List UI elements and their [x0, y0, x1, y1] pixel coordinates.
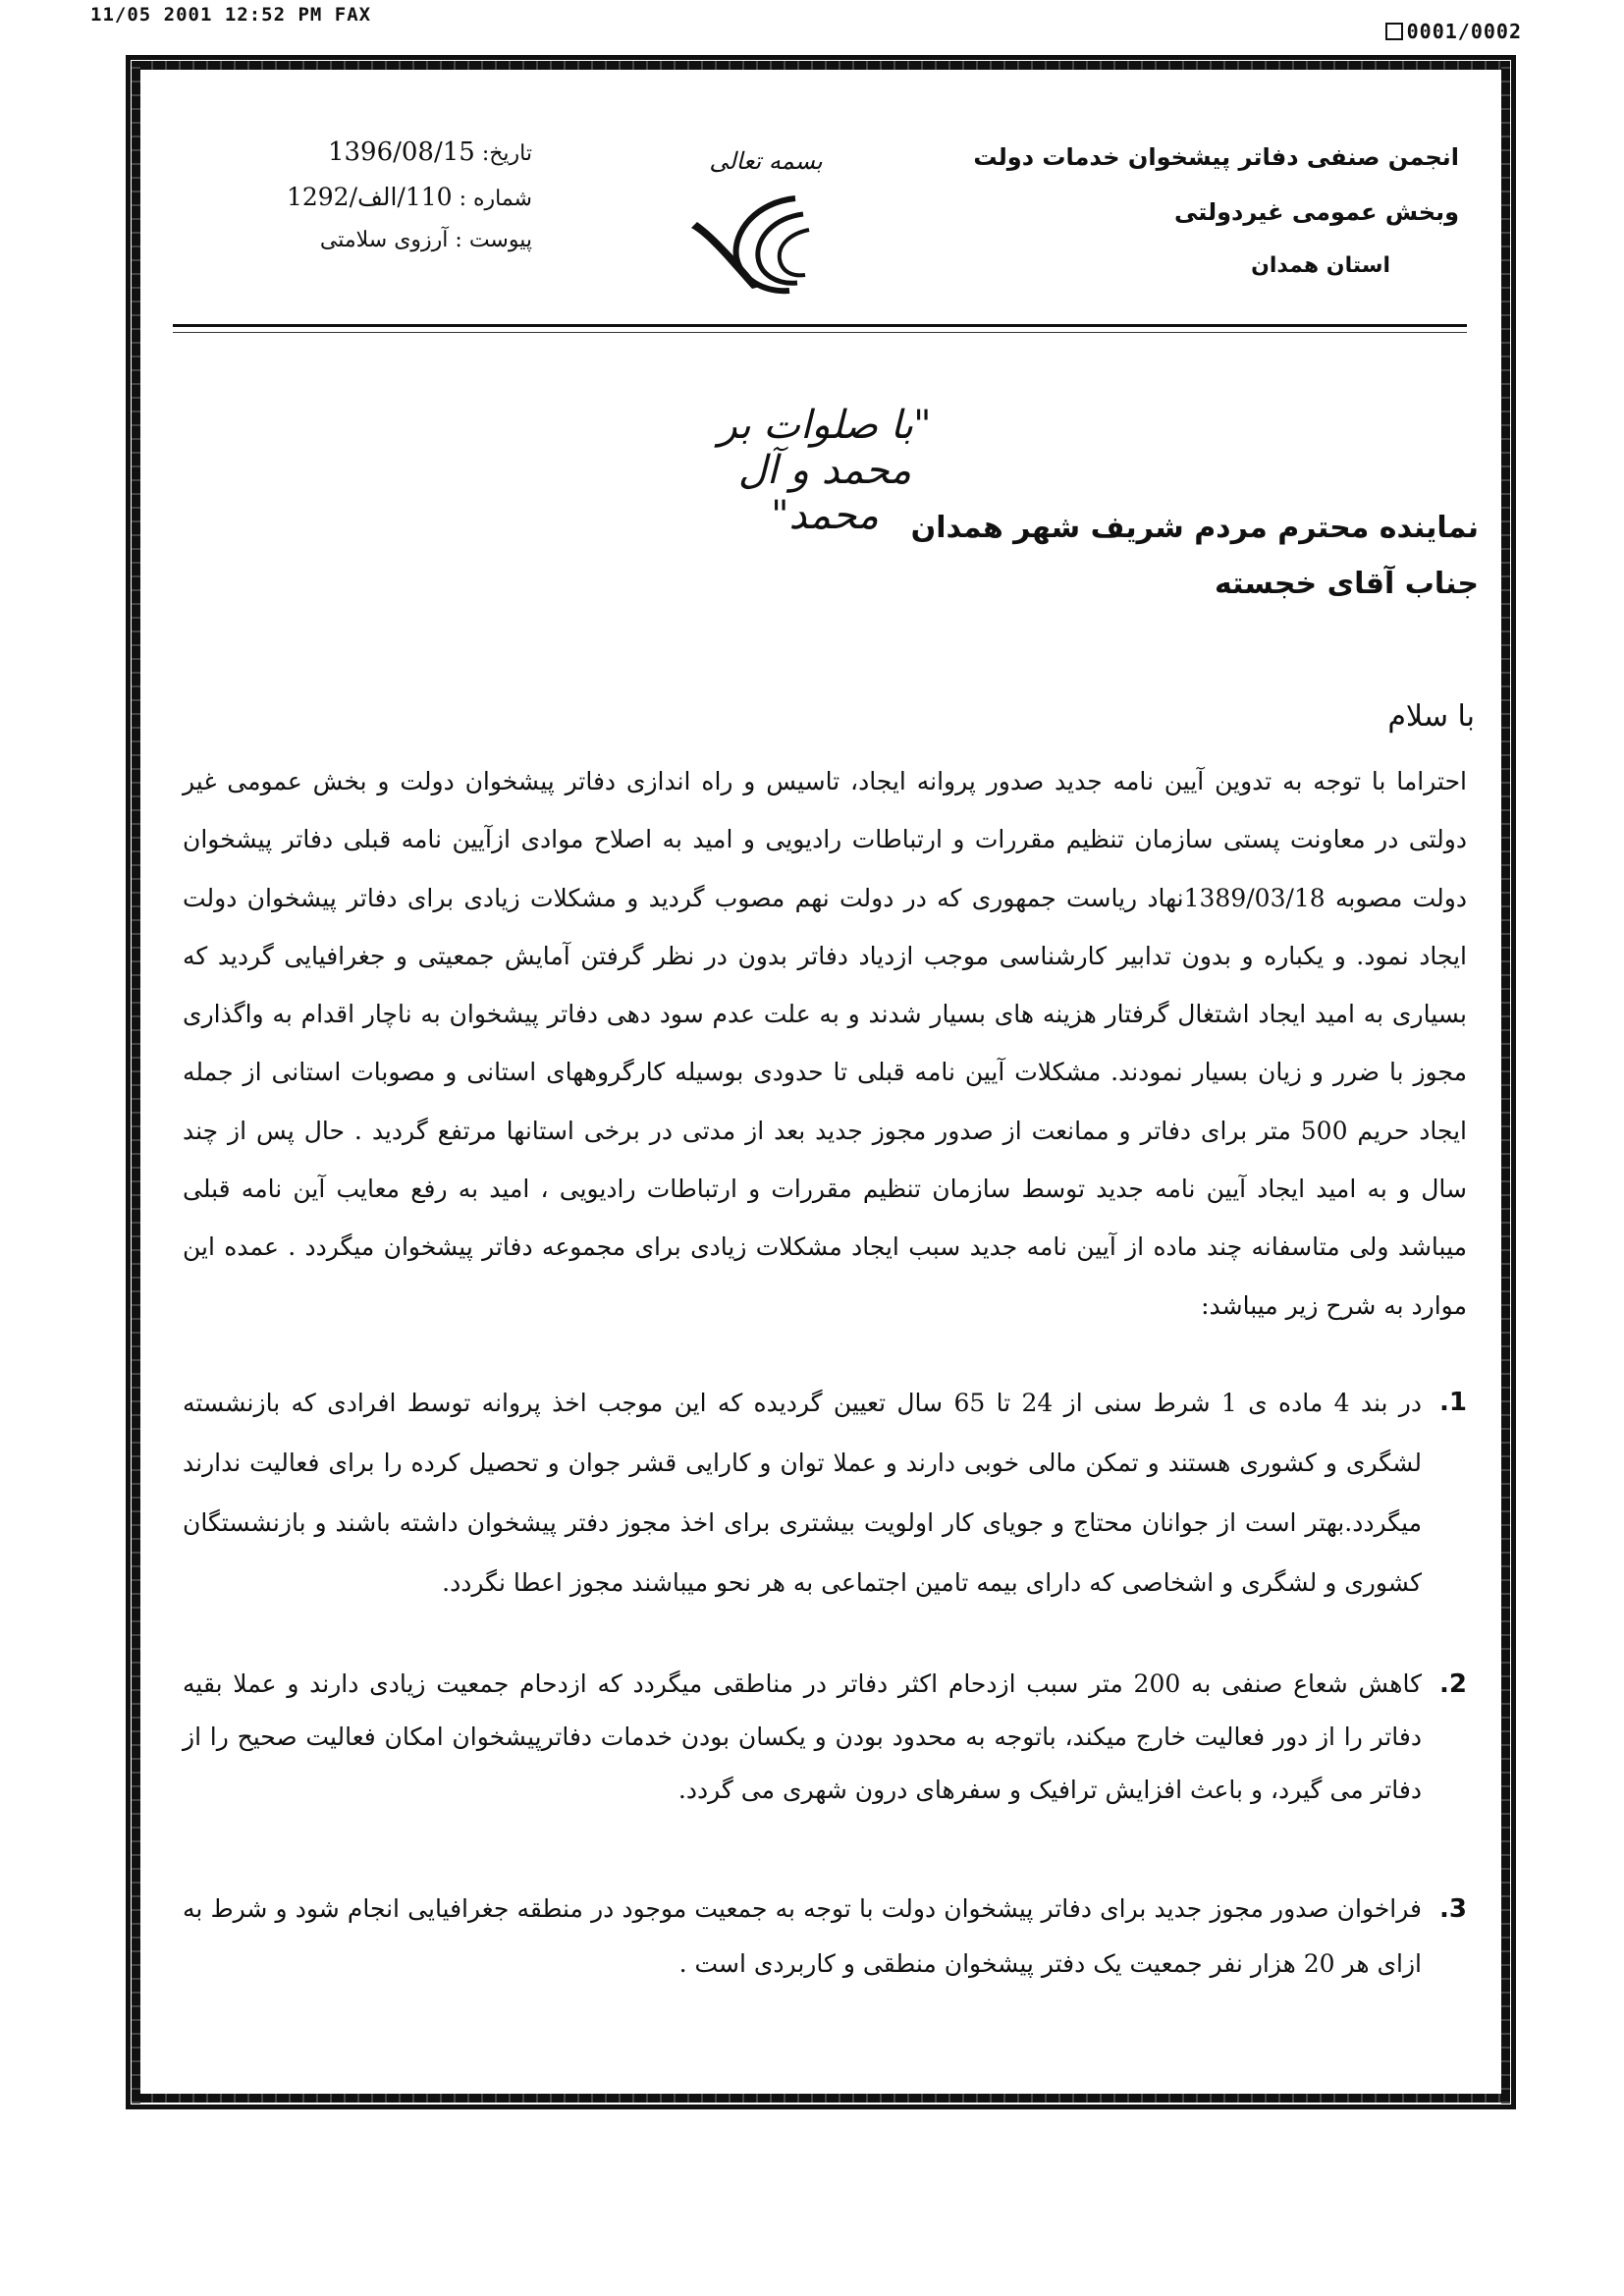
list-item [183, 1658, 1467, 1817]
item-number: 3. [1439, 1894, 1467, 1924]
recipient-name: جناب آقای خجسته [1214, 567, 1479, 601]
item-text: در بند 4 ماده ی 1 شرط سنی از 24 تا 65 سال تعیین گردیده که این موجب اخذ پروانه توسط افرادی که بازنشسته لشگری و کشوری هستند و تمکن مالی خوبی دارند و عملا توان و کارایی قشر جوان و تحصیل کرده را برای فعالیت ندارند میگردد.بهتر است از جوانان محتاج و جویای کار اولویت بیشتری برای اخذ مجوز دفتر پیشخوان داشته باشند و بازنشستگان کشوری و لشگری و اشخاصی که دارای بیمه تامین اجتماعی به هر نحو میباشند مجوز اعطا نگردد. [183, 1389, 1423, 1597]
org-line-2: وبخش عمومی غیردولتی [1174, 198, 1459, 226]
date-value: 1396/08/15 [327, 137, 475, 167]
list-item [183, 1882, 1467, 1992]
org-line-1: انجمن صنفی دفاتر پیشخوان خدمات دولت [973, 143, 1459, 171]
border-band-right [1501, 61, 1510, 2104]
org-line-3: استان همدان [1251, 253, 1390, 278]
item-text: کاهش شعاع صنفی به 200 متر سبب ازدحام اکثر دفاتر در مناطقی میگردد که ازدحام جمعیت زیادی دارند و عملا بقیه دفاتر را از دور فعالیت خارج میکند، باتوجه به محدود بودن و یکسان بودن خدمات دفاترپیشخوان امکان فعالیت صحیح را از دفاتر می گیرد، و باعث افزایش ترافیک و سفرهای درون شهری می گردد. [183, 1669, 1422, 1804]
number-label: شماره : [459, 187, 532, 211]
fax-timestamp: 11/05 2001 12:52 PM FAX [90, 4, 372, 26]
item-number: 2. [1439, 1669, 1467, 1699]
border-band-bottom [132, 2094, 1510, 2103]
list-item [183, 1373, 1467, 1613]
border-band-top [132, 61, 1510, 70]
fax-page-number: 0001/0002 [1406, 20, 1522, 43]
date-row [277, 137, 532, 183]
number-row [277, 183, 532, 228]
letter-meta [277, 137, 532, 273]
organization-name [948, 143, 1459, 305]
date-label: تاریخ: [481, 141, 532, 166]
border-band-left [132, 61, 140, 2104]
recipient-block [595, 511, 1479, 623]
attachment-row [277, 228, 532, 273]
bismillah-heading: بسمه تعالی [709, 147, 823, 175]
salavat-calligraphy: "با صلوات بر محمد و آل محمد" [718, 403, 932, 538]
item-number: 1. [1439, 1388, 1467, 1417]
greeting: با سلام [1387, 699, 1475, 734]
fax-page-icon [1385, 23, 1403, 40]
association-logo [687, 192, 815, 301]
header-divider-thin [173, 332, 1467, 333]
header-divider [173, 324, 1467, 327]
fax-page-counter [1385, 20, 1522, 43]
recipient-title: نماینده محترم مردم شریف شهر همدان [910, 511, 1479, 545]
number-value: 110/الف/1292 [286, 183, 453, 211]
item-text: فراخوان صدور مجوز جدید برای دفاتر پیشخوان دولت با توجه به جمعیت موجود در منطقه جغرافیایی انجام شود و شرط به ازای هر 20 هزار نفر جمعیت یک دفتر پیشخوان منطقی و کاربردی است . [183, 1894, 1422, 1978]
letter-body [183, 752, 1467, 1335]
attachment-value: آرزوی سلامتی [319, 228, 449, 252]
body-paragraph: احتراما با توجه به تدوین آیین نامه جدید صدور پروانه ایجاد، تاسیس و راه اندازی دفاتر پیشخوان دولت و بخش عمومی غیر دولتی در معاونت پستی سازمان تنظیم مقررات و ارتباطات رادیویی و امید به اصلاح موادی ازآیین نامه قبلی دفاتر پیشخوان دولت مصوبه 1389/03/18نهاد ریاست جمهوری که در دولت نهم مصوب گردید و مشکلات زیادی برای دفاتر پیشخوان دولت ایجاد نمود. و یکباره و بدون تدابیر کارشناسی موجب ازدیاد دفاتر بدون در نظر گرفتن آمایش جمعیتی و جغرافیایی گردید که بسیاری به امید ایجاد اشتغال گرفتار هزینه های بسیار شدند و به علت عدم سود دهی دفاتر پیشخوان به ناچار اقدام به واگذاری مجوز با ضرر و زیان بسیار نمودند. مشکلات آیین نامه قبلی تا حدودی بوسیله کارگروههای استانی و مصوبات استانی از جمله ایجاد حریم 500 متر برای دفاتر و ممانعت از صدور مجوز جدید بعد از مدتی در برخی استانها مرتفع گردید . حال پس از چند سال و به امید ایجاد آیین نامه جدید توسط سازمان تنظیم مقررات و ارتباطات رادیویی ، امید به رفع معایب آین نامه قبلی میباشد ولی متاسفانه چند ماده از آیین نامه جدید سبب ایجاد مشکلات زیادی برای مجموعه دفاتر پیشخوان میگردد . عمده این موارد به شرح زیر میباشد: [183, 767, 1468, 1320]
attachment-label: پیوست : [455, 228, 532, 252]
